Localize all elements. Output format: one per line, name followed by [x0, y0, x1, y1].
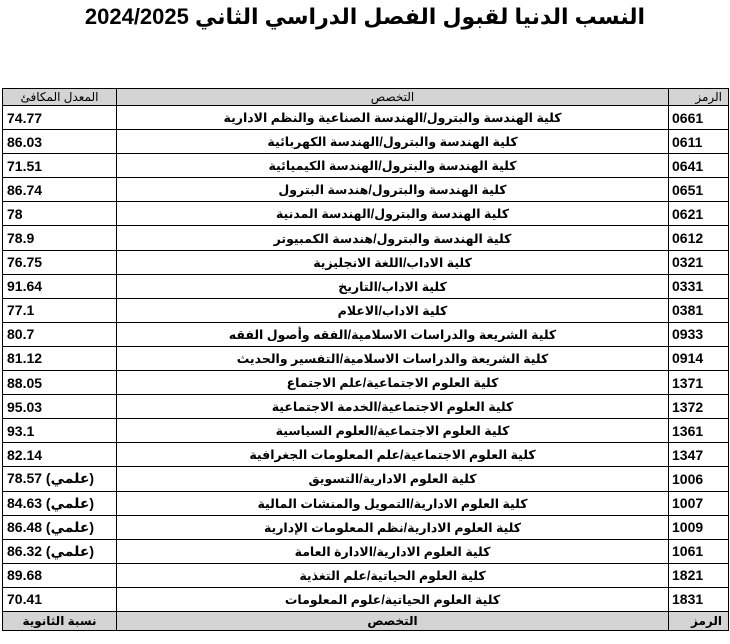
row-specialization: كلية العلوم الحياتية/علم التغذية [117, 563, 669, 587]
table-row [3, 563, 729, 587]
row-score: 93.1 [3, 419, 117, 443]
table-header-row [3, 89, 729, 106]
header-code: الرمز [669, 89, 729, 106]
row-specialization: كلية الهندسة والبترول/هندسة البترول [117, 178, 669, 202]
row-score: 86.48 (علمي) [3, 515, 117, 539]
row-specialization: كلية العلوم الاجتماعية/العلوم السياسية [117, 419, 669, 443]
row-code: 0914 [669, 346, 729, 370]
table-row [3, 346, 729, 370]
footer-specialization: التخصص [117, 611, 669, 630]
table-row [3, 515, 729, 539]
row-specialization: كلية الاداب/اللغة الانجليزية [117, 250, 669, 274]
table-row [3, 298, 729, 322]
row-score: 78.9 [3, 226, 117, 250]
row-score: 80.7 [3, 322, 117, 346]
row-score: 86.74 [3, 178, 117, 202]
table-row [3, 443, 729, 467]
row-code: 0641 [669, 154, 729, 178]
row-specialization: كلية العلوم الادارية/التمويل والمنشات المالية [117, 491, 669, 515]
table-row [3, 130, 729, 154]
table-row [3, 371, 729, 395]
row-score: 71.51 [3, 154, 117, 178]
table-row [3, 395, 729, 419]
table-row [3, 419, 729, 443]
table-row [3, 274, 729, 298]
row-specialization: كلية العلوم الاجتماعية/علم الاجتماع [117, 371, 669, 395]
row-code: 0661 [669, 106, 729, 130]
row-code: 0612 [669, 226, 729, 250]
table-row [3, 250, 729, 274]
row-code: 1831 [669, 587, 729, 611]
table-row [3, 587, 729, 611]
row-score: 91.64 [3, 274, 117, 298]
table-row [3, 226, 729, 250]
row-specialization: كلية الهندسة والبترول/الهندسة الكهربائية [117, 130, 669, 154]
row-specialization: كلية الشريعة والدراسات الاسلامية/الفقه وأصول الفقه [117, 322, 669, 346]
row-code: 1061 [669, 539, 729, 563]
row-code: 0381 [669, 298, 729, 322]
row-score: 86.32 (علمي) [3, 539, 117, 563]
table-row [3, 202, 729, 226]
row-code: 0321 [669, 250, 729, 274]
row-specialization: كلية الاداب/الاعلام [117, 298, 669, 322]
row-specialization: كلية العلوم الحياتية/علوم المعلومات [117, 587, 669, 611]
table-footer-row [3, 611, 729, 630]
row-code: 1006 [669, 467, 729, 491]
row-code: 1007 [669, 491, 729, 515]
row-score: 95.03 [3, 395, 117, 419]
table-row [3, 106, 729, 130]
admission-table [2, 88, 729, 631]
row-score: 86.03 [3, 130, 117, 154]
row-code: 0611 [669, 130, 729, 154]
row-score: 70.41 [3, 587, 117, 611]
row-specialization: كلية الهندسة والبترول/الهندسة المدنية [117, 202, 669, 226]
row-score: 74.77 [3, 106, 117, 130]
table-row [3, 178, 729, 202]
row-specialization: كلية العلوم الادارية/التسويق [117, 467, 669, 491]
footer-code: الرمز [669, 611, 729, 630]
row-specialization: كلية الهندسة والبترول/هندسة الكمبيوتر [117, 226, 669, 250]
row-specialization: كلية الهندسة والبترول/الهندسة الكيميائية [117, 154, 669, 178]
row-code: 0933 [669, 322, 729, 346]
row-code: 1821 [669, 563, 729, 587]
row-code: 1371 [669, 371, 729, 395]
footer-score: نسبة الثانوية [3, 611, 117, 630]
row-score: 76.75 [3, 250, 117, 274]
row-code: 1347 [669, 443, 729, 467]
table-row [3, 154, 729, 178]
row-score: 84.63 (علمي) [3, 491, 117, 515]
row-score: 89.68 [3, 563, 117, 587]
row-specialization: كلية الشريعة والدراسات الاسلامية/التفسير والحديث [117, 346, 669, 370]
row-score: 77.1 [3, 298, 117, 322]
table-row [3, 539, 729, 563]
row-specialization: كلية الهندسة والبترول/الهندسة الصناعية والنظم الادارية [117, 106, 669, 130]
row-specialization: كلية العلوم الادارية/نظم المعلومات الإدارية [117, 515, 669, 539]
row-score: 88.05 [3, 371, 117, 395]
header-specialization: التخصص [117, 89, 669, 106]
table-row [3, 322, 729, 346]
row-code: 0331 [669, 274, 729, 298]
row-code: 1361 [669, 419, 729, 443]
row-specialization: كلية الاداب/التاريخ [117, 274, 669, 298]
row-code: 1009 [669, 515, 729, 539]
table-row [3, 491, 729, 515]
row-score: 82.14 [3, 443, 117, 467]
page-title: النسب الدنيا لقبول الفصل الدراسي الثاني 2024/2025 [84, 4, 646, 29]
row-score: 78 [3, 202, 117, 226]
row-specialization: كلية العلوم الادارية/الادارة العامة [117, 539, 669, 563]
table-row [3, 467, 729, 491]
row-code: 0621 [669, 202, 729, 226]
row-code: 1372 [669, 395, 729, 419]
row-score: 81.12 [3, 346, 117, 370]
row-score: 78.57 (علمي) [3, 467, 117, 491]
row-specialization: كلية العلوم الاجتماعية/علم المعلومات الجغرافية [117, 443, 669, 467]
header-score: المعدل المكافئ [3, 89, 117, 106]
row-specialization: كلية العلوم الاجتماعية/الخدمة الاجتماعية [117, 395, 669, 419]
row-code: 0651 [669, 178, 729, 202]
